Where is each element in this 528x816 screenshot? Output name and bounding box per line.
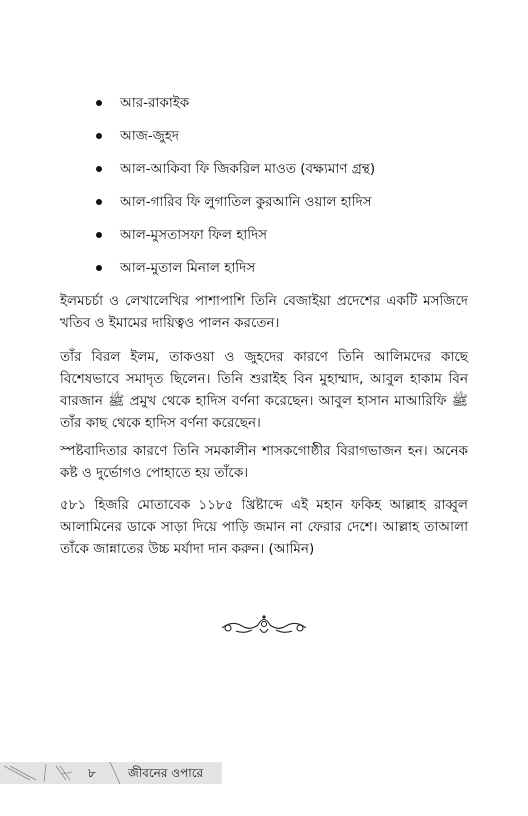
list-item-text: আল-আকিবা ফি জিকরিল মাওত (বক্ষ্যমাণ গ্রন্থ) bbox=[120, 161, 376, 177]
bullet-icon bbox=[96, 133, 102, 139]
bullet-icon bbox=[96, 199, 102, 205]
paragraph-hardship: স্পষ্টবাদিতার কারণে তিনি সমকালীন শাসকগোষ্ঠীর বিরাগভাজন হন। অনেক কষ্ট ও দুর্ভোগও পোহাতে হয় তাঁকে। bbox=[60, 443, 468, 481]
paragraph-imam-duties: ইলমচর্চা ও লেখালেখির পাশাপাশি তিনি বেজাইয়া প্রদেশের একটি মসজিদে খতিব ও ইমামের দায়িত্বও পালন করতেন। bbox=[60, 293, 468, 331]
bullet-icon bbox=[96, 265, 102, 271]
list-item bbox=[96, 191, 476, 224]
footer-separator-icon bbox=[106, 762, 124, 784]
ornament-divider-icon bbox=[218, 612, 310, 638]
list-item bbox=[96, 257, 476, 290]
page-number: ৮ bbox=[88, 766, 96, 780]
list-item bbox=[96, 158, 476, 191]
bullet-icon bbox=[96, 232, 102, 238]
list-item bbox=[96, 92, 476, 125]
footer-hatch-decoration-icon bbox=[0, 762, 80, 784]
paragraph-death: ৫৮১ হিজরি মোতাবেক ১১৮৫ খ্রিষ্টাব্দে এই মহান ফকিহ আল্লাহ রাব্বুল আলামিনের ডাকে সাড়া দিয়ে পাড়ি জমান না ফেরার দেশে। আল্লাহ তাআলা তাঁকে জান্নাতের উচ্চ মর্যাদা দান করুন। (আমিন) bbox=[60, 497, 468, 557]
list-item bbox=[96, 224, 476, 257]
bullet-icon bbox=[96, 166, 102, 172]
list-item-text: আল-গারিব ফি লুগাতিল কুরআনি ওয়াল হাদিস bbox=[120, 194, 372, 210]
list-item bbox=[96, 125, 476, 158]
bullet-icon bbox=[96, 100, 102, 106]
page-footer bbox=[0, 762, 222, 784]
book-list bbox=[96, 92, 476, 290]
list-item-text: আল-মুতাল মিনাল হাদিস bbox=[120, 260, 256, 276]
list-item-text: আজ-জুহদ bbox=[120, 128, 179, 144]
list-item-text: আর-রাকাইক bbox=[120, 95, 190, 111]
list-item-text: আল-মুসতাসফা ফিল হাদিস bbox=[120, 227, 268, 243]
book-title: জীবনের ওপারে bbox=[128, 766, 204, 780]
paragraph-scholarship: তাঁর বিরল ইলম, তাকওয়া ও জুহদের কারণে তিনি আলিমদের কাছে বিশেষভাবে সমাদৃত ছিলেন। তিনি শুরাইহ বিন মুহাম্মাদ, আবুল হাকাম বিন বারজান ﷺ প্রমুখ থেকে হাদিস বর্ণনা করেছেন। আবুল হাসান মাআরিফি ﷺ তাঁর কাছ থেকে হাদিস বর্ণনা করেছেন। bbox=[60, 349, 469, 431]
